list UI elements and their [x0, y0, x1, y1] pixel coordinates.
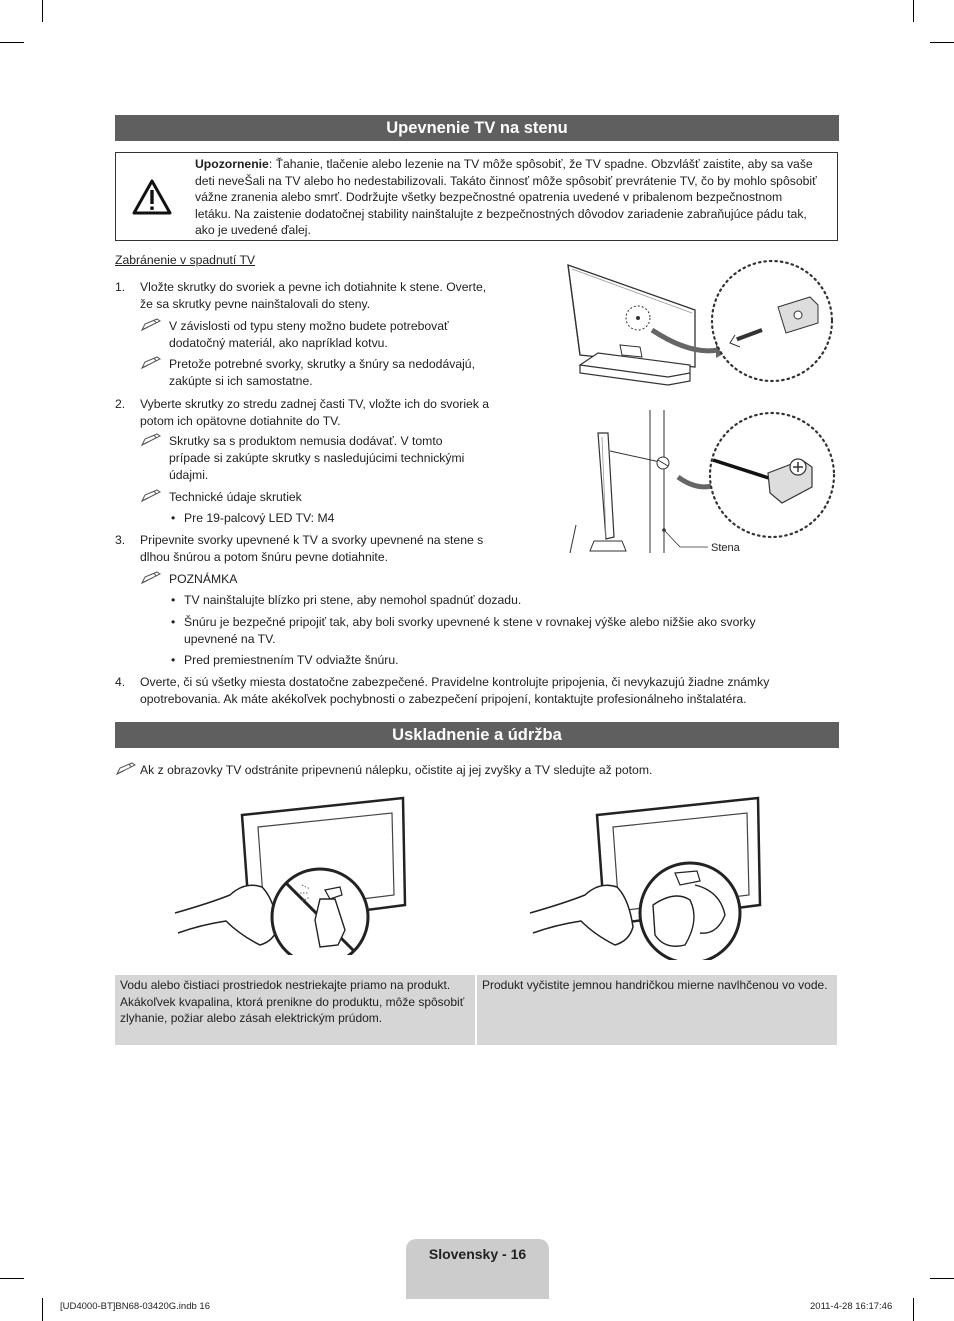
pencil-note-icon [140, 318, 162, 332]
note-bullet: TV nainštalujte blízko pri stene, aby nemohol spadnúť dozadu. [184, 593, 522, 607]
step-text: opotrebovania. Ak máte akékoľvek pochybnosti o zabezpečení pripojení, kontaktujte profesionálneho inštalatéra. [140, 692, 747, 706]
note-bullet: upevnené na TV. [184, 632, 276, 646]
step-text: Overte, či sú všetky miesta dostatočne zabezpečené. Pravidelne kontrolujte pripojenia, či nevykazujú žiadne známky [140, 675, 770, 689]
crop-mark [42, 1298, 43, 1321]
crop-mark [913, 0, 914, 22]
page-number-tab: Slovensky - 16 [406, 1239, 549, 1299]
note-bullet: Šnúru je bezpečné pripojiť tak, aby boli svorky upevnené k stene v rovnakej výške alebo nižšie ako svorky [184, 615, 756, 629]
warning-box [115, 152, 838, 241]
step-text: Vložte skrutky do svoriek a pevne ich dotiahnite k stene. Overte, [140, 280, 487, 294]
pencil-note-icon [115, 762, 137, 776]
pencil-note-icon [140, 433, 162, 447]
crop-mark [42, 0, 43, 22]
file-info: [UD4000-BT]BN68-03420G.indb 16 [60, 1301, 210, 1312]
bullet-dot: • [171, 653, 176, 667]
crop-mark [0, 42, 24, 43]
subheading-fall-prevention: Zabránenie v spadnutí TV [115, 253, 256, 267]
step-number: 3. [115, 533, 126, 547]
section-title-wall-mount: Upevnenie TV na stenu [115, 115, 839, 141]
pencil-note-icon [140, 356, 162, 370]
wall-label: Stena [711, 542, 740, 554]
step-text: že sa skrutky pevne nainštalovali do steny. [140, 297, 371, 311]
note-text: údajmi. [169, 468, 209, 482]
note-text: V závislosti od typu steny možno budete potrebovať [169, 319, 449, 333]
pencil-note-icon [140, 489, 162, 503]
caption-cloth-cleaning: Produkt vyčistite jemnou handričkou mierne navlhčenou vo vode. [477, 975, 837, 1045]
wall-mount-illustration [540, 255, 840, 565]
spec-bullet: Pre 19-palcový LED TV: M4 [184, 511, 335, 525]
section-title-storage-maintenance: Uskladnenie a údržba [115, 722, 839, 748]
note-text: Technické údaje skrutiek [169, 490, 302, 504]
bullet-dot: • [171, 615, 176, 629]
warning-triangle-icon [132, 179, 172, 215]
crop-mark [930, 42, 954, 43]
pencil-note-icon [140, 571, 162, 585]
note-text: zakúpte si ich samostatne. [169, 374, 313, 388]
step-number: 2. [115, 397, 126, 411]
crop-mark [913, 1298, 914, 1321]
cloth-cleaning-illustration [525, 795, 770, 960]
note-label: POZNÁMKA [169, 572, 238, 586]
step-number: 4. [115, 675, 126, 689]
note-text: prípade si zakúpte skrutky s nasledujúcimi technickými [169, 451, 465, 465]
step-text: Pripevnite svorky upevnené k TV a svorky upevnené na stene s [140, 533, 484, 547]
note-bullet: Pred premiestnením TV odviažte šnúru. [184, 653, 399, 667]
print-timestamp: 2011-4-28 16:17:46 [810, 1301, 893, 1312]
step-text: potom ich opätovne dotiahnite do TV. [140, 414, 341, 428]
step-text: Vyberte skrutky zo stredu zadnej časti TV, vložte ich do svoriek a [140, 397, 490, 411]
warning-text [195, 156, 820, 239]
warning-body: : Ťahanie, tlačenie alebo lezenie na TV môže spôsobiť, že TV spadne. Obzvlášť zaistite, aby sa vaše deti neveŠali na TV alebo ho nedestabilizovali. Takáto činnosť môže spôsobiť prevrátenie TV, čo by mohlo spôsobiť vážne zranenia alebo smrť. Dodržujte všetky bezpečnostné opatrenia uvedené v pribalenom bezpečnostnom letáku. Na zaistenie dodatočnej stability nainštalujte z bezpečnostných dôvodov zariadenie zabraňujúce pádu tak, ako je uvedené ďalej. [195, 157, 817, 238]
crop-mark [0, 1278, 24, 1279]
note-text: Pretože potrebné svorky, skrutky a šnúry sa nedodávajú, [169, 357, 475, 371]
maintenance-note: Ak z obrazovky TV odstránite pripevnenú nálepku, očistite aj jej zvyšky a TV sledujte až potom. [140, 763, 653, 777]
note-text: dodatočný materiál, ako napríklad kotvu. [169, 336, 388, 350]
step-number: 1. [115, 280, 126, 294]
caption-spray-warning: Vodu alebo čistiaci prostriedok nestriekajte priamo na produkt. Akákoľvek kvapalina, ktorá prenikne do produktu, môže spôsobiť zlyhanie, požiar alebo zásah elektrickým prúdom. [115, 975, 475, 1045]
bullet-dot: • [171, 593, 176, 607]
note-text: Skrutky sa s produktom nemusia dodávať. V tomto [169, 434, 443, 448]
bullet-dot: • [171, 511, 176, 525]
spray-prohibited-illustration [170, 795, 415, 955]
warning-label: Upozornenie [195, 157, 269, 171]
step-text: dlhou šnúrou a potom šnúru pevne dotiahnite. [140, 550, 388, 564]
crop-mark [930, 1278, 954, 1279]
